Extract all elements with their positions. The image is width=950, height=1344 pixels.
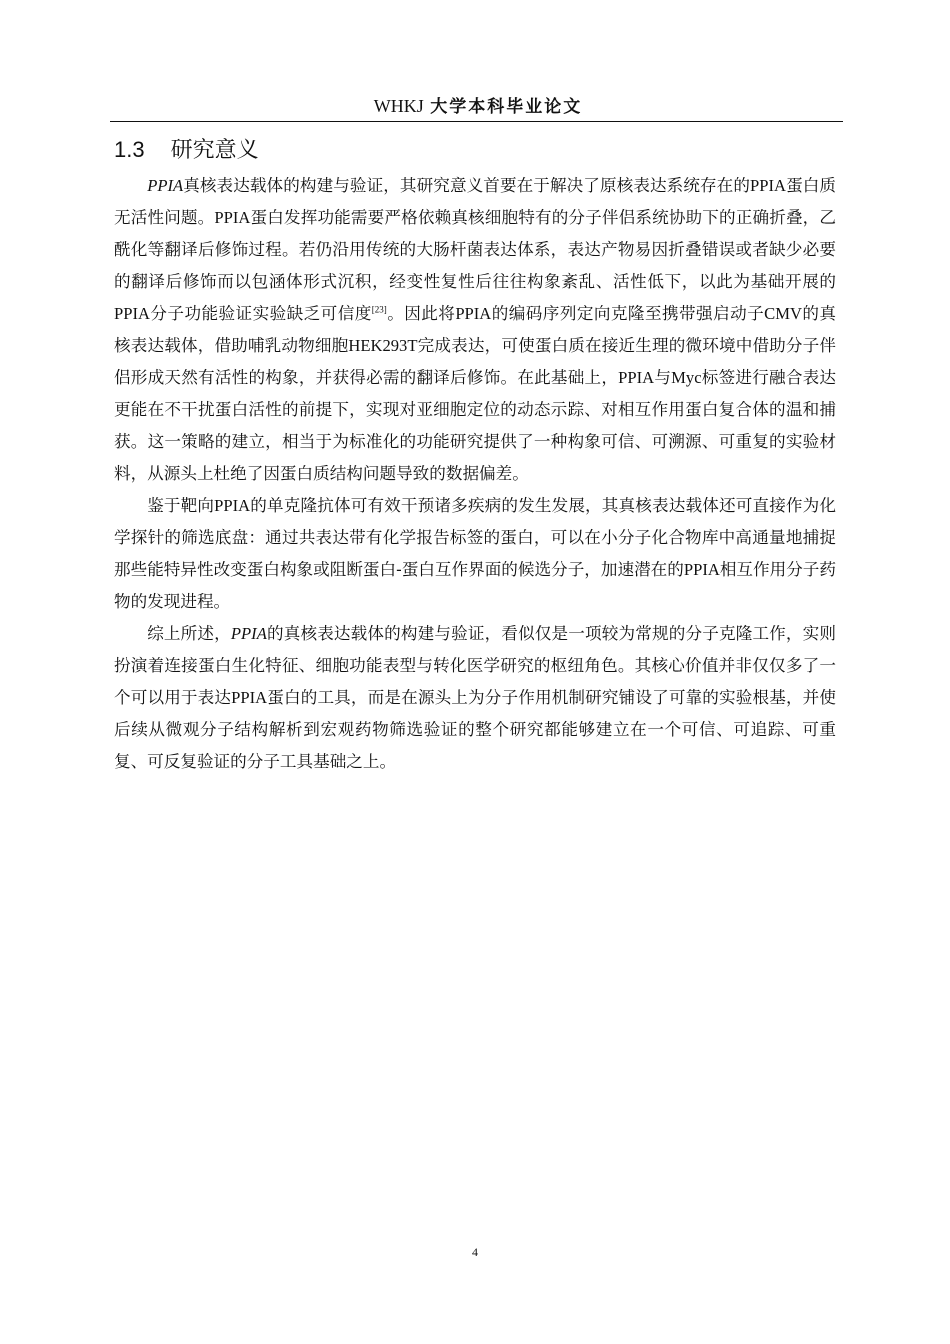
- text-run: PPIA: [231, 688, 268, 707]
- text-run: PPIA: [618, 368, 655, 387]
- text-run: HEK293T: [348, 336, 418, 355]
- header-latin: WHKJ: [373, 96, 424, 116]
- paragraph-2: [114, 490, 836, 618]
- text-run: PPIA: [114, 304, 150, 323]
- text-run: 蛋白的工具，而是在源头上为分子作用机制研究铺设了可靠的实验根基，并使后续从微观分子结构解析到宏观药物筛选验证的整个研究都能够建立在一个可信、可追踪、可重复、可反复验证的分子工具基础之上。: [114, 688, 837, 771]
- text-run: PPIA: [683, 560, 720, 579]
- text-run: 与: [654, 368, 672, 387]
- citation-ref[interactable]: [23]: [371, 304, 387, 315]
- paragraph-1: [114, 170, 836, 490]
- text-run: 综上所述，: [147, 624, 231, 643]
- text-run: Myc: [671, 368, 702, 387]
- text-run: PPIA: [230, 624, 267, 643]
- section-number: 1.3: [114, 137, 145, 162]
- text-run: 蛋白质无活性问题。: [114, 176, 837, 227]
- page-number: 4: [472, 1245, 478, 1259]
- text-run: 分子功能验证实验缺乏可信度: [149, 304, 372, 323]
- text-run: PPIA: [750, 176, 786, 195]
- body-text: [114, 170, 836, 778]
- text-run: 蛋白发挥功能需要严格依赖真核细胞特有的分子伴侣系统协助下的正确折叠，乙酰化等翻译后修饰过程。若仍沿用传统的大肠杆菌表达体系，表达产物易因折叠错误或者缺少必要的翻译后修饰而以包涵体形式沉积，经变性复性后往往构象紊乱、活性低下，以此为基础开展的: [114, 208, 837, 291]
- text-run: PPIA: [147, 176, 184, 195]
- text-run: 的单克隆抗体可有效干预诸多疾病的发生发展，其真核表达载体还可直接作为化学探针的筛选底盘：通过共表达带有化学报告标签的蛋白，可以在小分子化合物库中高通量地捕捉那些能特异性改变蛋白构象或阻断蛋白-蛋白互作界面的候选分子，加速潜在的: [114, 496, 837, 579]
- text-run: 的真核表达载体的构建与验证，看似仅是一项较为常规的分子克隆工作，实则扮演着连接蛋白生化特征、细胞功能表型与转化医学研究的枢纽角色。其核心价值并非仅仅多了一个可以用于表达: [114, 624, 836, 707]
- text-run: 标签进行融合表达更能在不干扰蛋白活性的前提下，实现对亚细胞定位的动态示踪、对相互作用蛋白复合体的温和捕获。这一策略的建立，相当于为标准化的功能研究提供了一种构象可信、可溯源、可重复的实验材料，从源头上杜绝了因蛋白质结构问题导致的数据偏差。: [114, 368, 837, 483]
- text-run: 真核表达载体的构建与验证，其研究意义首要在于解决了原核表达系统存在的: [183, 176, 751, 195]
- text-run: 。因此将: [386, 304, 456, 323]
- header-rule: [110, 121, 843, 122]
- section-heading: [114, 133, 259, 168]
- paragraph-3: [114, 618, 836, 778]
- text-run: PPIA: [214, 496, 251, 515]
- text-run: 的编码序列定向克隆至携带强启动子: [491, 304, 765, 323]
- text-run: 的真核表达载体，借助哺乳动物细胞: [114, 304, 837, 355]
- header-title: 大学本科毕业论文: [430, 97, 583, 117]
- text-run: 相互作用分子药物的发现进程。: [114, 560, 836, 611]
- text-run: PPIA: [455, 304, 492, 323]
- text-run: PPIA: [214, 208, 251, 227]
- text-run: CMV: [764, 304, 802, 323]
- section-title: 研究意义: [170, 138, 259, 163]
- running-header: [113, 94, 843, 119]
- text-run: 鉴于靶向: [147, 496, 215, 515]
- text-run: 完成表达，可使蛋白质在接近生理的微环境中借助分子伴侣形成天然有活性的构象，并获得必需的翻译后修饰。在此基础上，: [114, 336, 836, 387]
